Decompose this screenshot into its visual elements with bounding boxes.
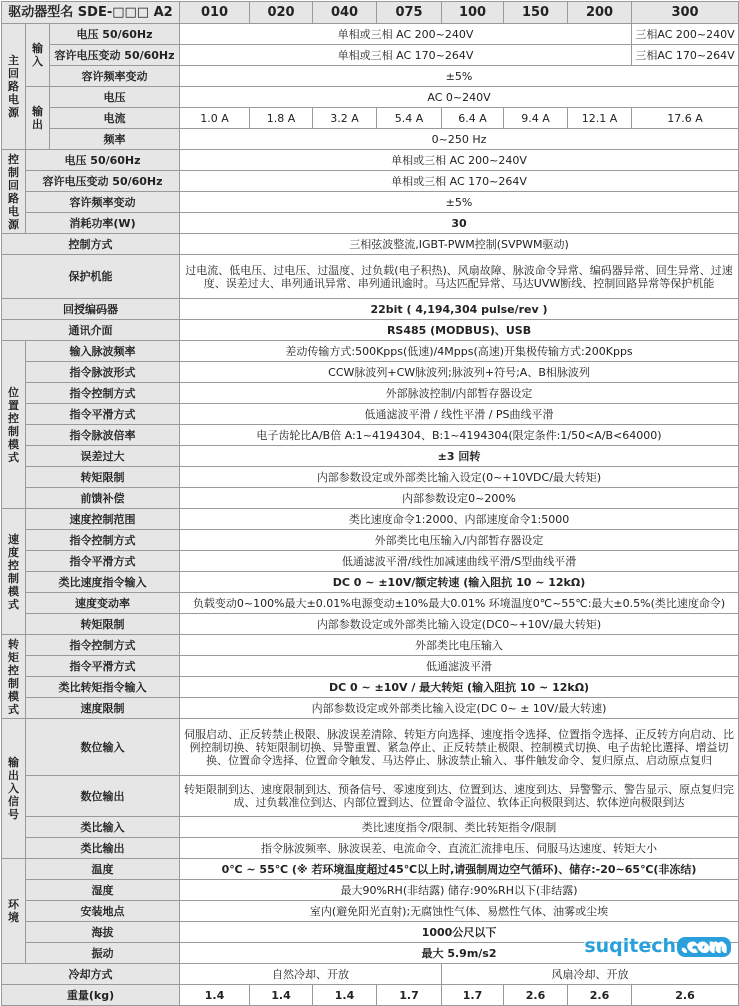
table-row [2,2,739,24]
weight-value: 1.4 [313,985,377,1006]
table-row [2,213,739,234]
current-value: 12.1 A [568,108,632,129]
row-value: 单相或三相 AC 200~240V [180,24,632,45]
row-label: 误差过大 [26,446,180,467]
table-row [2,299,739,320]
output-label [26,87,50,150]
row-label: 容许频率变动 [50,66,180,87]
row-label: 指令平滑方式 [26,551,180,572]
row-label: 速度限制 [26,698,180,719]
current-value: 9.4 A [504,108,568,129]
row-label: 湿度 [26,880,180,901]
table-row [2,383,739,404]
row-value: 30 [180,213,739,234]
row-label: 类比输出 [26,838,180,859]
table-row [2,404,739,425]
row-value: 低通滤波平滑/线性加减速曲线平滑/S型曲线平滑 [180,551,739,572]
row-label: 控制方式 [2,234,180,255]
row-value: 外部脉波控制/内部暂存器设定 [180,383,739,404]
row-label: 电压 50/60Hz [26,150,180,171]
model-header: 010 [180,2,250,24]
row-value: 外部类比电压输入/内部暂存器设定 [180,530,739,551]
weight-value: 1.7 [442,985,504,1006]
row-value: 负载变动0~100%最大±0.01%电源变动±10%最大0.01% 环境温度0℃~55℃:最大±0.5%(类比速度命令) [180,593,739,614]
row-label: 输入脉波频率 [26,341,180,362]
row-value: 外部类比电压输入 [180,635,739,656]
category-control-circuit [2,150,26,234]
table-row [2,488,739,509]
row-value: 内部参数设定或外部类比输入设定(0~+10VDC/最大转矩) [180,467,739,488]
cooling-natural: 自然冷却、开放 [180,964,442,985]
row-label: 类比速度指令输入 [26,572,180,593]
table-row [2,87,739,108]
row-value: 0~250 Hz [180,129,739,150]
row-value: 三相弦波整流,IGBT-PWM控制(SVPWM驱动) [180,234,739,255]
model-title: 驱动器型名 SDE-□□□ A2 [2,2,180,24]
weight-value: 1.4 [180,985,250,1006]
weight-value: 1.7 [377,985,442,1006]
row-label: 重量(kg) [2,985,180,1006]
row-label: 转矩限制 [26,614,180,635]
table-row [2,698,739,719]
row-label: 电压 50/60Hz [50,24,180,45]
row-value: 转矩限制到达、速度限制到达、预备信号、零速度到达、位置到达、速度到达、异警警示、警告显示、原点复归完成、过负载准位到达、内部位置到达、位置命令溢位、软体正向极限到达、软体逆向极限到达 [180,776,739,817]
row-label: 回授编码器 [2,299,180,320]
row-label: 前馈补偿 [26,488,180,509]
row-label: 冷却方式 [2,964,180,985]
row-value: 内部参数设定或外部类比输入设定(DC 0~ ± 10V/最大转速) [180,698,739,719]
category-label: 转矩控制模式 [8,637,19,716]
category-torque [2,635,26,719]
row-value: 类比速度指令/限制、类比转矩指令/限制 [180,817,739,838]
table-row [2,425,739,446]
weight-value: 1.4 [250,985,313,1006]
row-label: 指令控制方式 [26,383,180,404]
category-label: 主回路电源 [8,54,19,119]
row-value: 最大90%RH(非结露) 储存:90%RH以下(非结露) [180,880,739,901]
table-row [2,446,739,467]
category-speed [2,509,26,635]
table-row [2,572,739,593]
current-value: 17.6 A [632,108,739,129]
row-value: ±3 回转 [180,446,739,467]
current-value: 5.4 A [377,108,442,129]
table-row [2,964,739,985]
table-row [2,817,739,838]
row-value: ±5% [180,192,739,213]
table-row [2,150,739,171]
category-label: 输出入信号 [8,756,19,821]
table-row [2,234,739,255]
row-label: 指令脉波形式 [26,362,180,383]
model-header: 040 [313,2,377,24]
row-label: 指令控制方式 [26,530,180,551]
category-label: 位置控制模式 [8,385,19,464]
row-value: 室内(避免阳光直射);无腐蚀性气体、易燃性气体、油雾或尘埃 [180,901,739,922]
row-value: ±5% [180,66,739,87]
table-row [2,192,739,213]
row-value: 电子齿轮比A/B倍 A:1~4194304、B:1~4194304(限定条件:1/50<A/B<64000) [180,425,739,446]
table-row [2,776,739,817]
model-header: 100 [442,2,504,24]
category-label: 速度控制模式 [8,532,19,611]
row-value-300: 三相AC 200~240V [632,24,739,45]
table-row [2,838,739,859]
table-row [2,551,739,572]
watermark-logo: suqitech .com [584,935,731,957]
row-value: 单相或三相 AC 170~264V [180,171,739,192]
row-value: 内部参数设定或外部类比输入设定(DC0~+10V/最大转矩) [180,614,739,635]
model-header: 150 [504,2,568,24]
row-label: 数位输出 [26,776,180,817]
model-header: 300 [632,2,739,24]
row-value: 伺服启动、正反转禁止极限、脉波误差清除、转矩方向选择、速度指令选择、位置指令选择、正反转方向启动、比例控制切换、转矩限制切换、异警重置、紧急停止、正反转禁止极限、控制模式切换、电子齿轮比選择、增益切换、位置命令选择、位置命令触发、马达停止、脉波禁止输入、事件触发命令、复归原点、启动原点复归 [180,719,739,776]
table-row [2,635,739,656]
category-io [2,719,26,859]
table-row [2,901,739,922]
weight-value: 2.6 [632,985,739,1006]
table-row [2,129,739,150]
row-label: 电流 [50,108,180,129]
table-row [2,171,739,192]
row-label: 类比输入 [26,817,180,838]
row-value: RS485 (MODBUS)、USB [180,320,739,341]
table-row [2,467,739,488]
row-value: DC 0 ~ ±10V / 最大转矩 (输入阻抗 10 ~ 12kΩ) [180,677,739,698]
row-label: 保护机能 [2,255,180,299]
table-row [2,677,739,698]
row-value: 最大 5.9m/s2 [180,943,739,964]
weight-value: 2.6 [568,985,632,1006]
model-header: 200 [568,2,632,24]
category-label: 环境 [8,898,19,924]
row-value: 指令脉波频率、脉波误差、电流命令、直流汇流排电压、伺服马达速度、转矩大小 [180,838,739,859]
row-label: 频率 [50,129,180,150]
current-value: 1.8 A [250,108,313,129]
row-label: 指令控制方式 [26,635,180,656]
row-value: AC 0~240V [180,87,739,108]
row-value: 22bit ( 4,194,304 pulse/rev ) [180,299,739,320]
row-value: 1000公尺以下 [180,922,739,943]
row-label: 海拔 [26,922,180,943]
table-row [2,362,739,383]
row-label: 指令平滑方式 [26,404,180,425]
table-row [2,985,739,1006]
model-header: 020 [250,2,313,24]
current-value: 1.0 A [180,108,250,129]
row-label: 速度变动率 [26,593,180,614]
category-label: 输出 [32,105,43,131]
cooling-fan: 风扇冷却、开放 [442,964,739,985]
row-label: 消耗功率(W) [26,213,180,234]
row-label: 振动 [26,943,180,964]
row-value: DC 0 ~ ±10V/额定转速 (输入阻抗 10 ~ 12kΩ) [180,572,739,593]
row-value-300: 三相AC 170~264V [632,45,739,66]
table-row [2,255,739,299]
row-label: 转矩限制 [26,467,180,488]
row-label: 电压 [50,87,180,108]
row-value: 类比速度命令1:2000、内部速度命令1:5000 [180,509,739,530]
row-value: 单相或三相 AC 170~264V [180,45,632,66]
category-label: 输入 [32,42,43,68]
row-value: CCW脉波列+CW脉波列;脉波列+符号;A、B相脉波列 [180,362,739,383]
row-label: 速度控制范围 [26,509,180,530]
table-row [2,880,739,901]
category-env [2,859,26,964]
row-label: 指令平滑方式 [26,656,180,677]
row-label: 容许电压变动 50/60Hz [26,171,180,192]
table-row [2,593,739,614]
category-position [2,341,26,509]
row-label: 容许电压变动 50/60Hz [50,45,180,66]
row-value: 低通滤波平滑 [180,656,739,677]
row-label: 容许频率变动 [26,192,180,213]
row-label: 温度 [26,859,180,880]
model-header: 075 [377,2,442,24]
table-row [2,66,739,87]
current-value: 3.2 A [313,108,377,129]
row-label: 数位输入 [26,719,180,776]
weight-value: 2.6 [504,985,568,1006]
row-label: 类比转矩指令输入 [26,677,180,698]
table-row [2,108,739,129]
table-row [2,320,739,341]
row-value: 过电流、低电压、过电压、过温度、过负载(电子积热)、风扇故障、脉波命令异常、编码器异常、回生异常、过速度、误差过大、串列通讯异常、串列通讯逾时。马达匹配异常、马达UVW断线、控制回路异常等保护机能 [180,255,739,299]
table-row [2,614,739,635]
row-label: 安装地点 [26,901,180,922]
row-value: 内部参数设定0~200% [180,488,739,509]
table-row [2,656,739,677]
table-row [2,341,739,362]
category-main-circuit [2,24,26,150]
category-label: 控制回路电源 [8,152,19,231]
table-row [2,719,739,776]
spec-table [1,1,739,1006]
table-row [2,509,739,530]
row-label: 指令脉波倍率 [26,425,180,446]
row-label: 通讯介面 [2,320,180,341]
row-value: 0℃ ~ 55℃ (※ 若环境温度超过45℃以上时,请强制周边空气循环)、储存:-20~65℃(非冻结) [180,859,739,880]
table-row [2,45,739,66]
row-value: 差动传输方式:500Kpps(低速)/4Mpps(高速)开集极传输方式:200Kpps [180,341,739,362]
table-row [2,24,739,45]
table-row [2,530,739,551]
row-value: 低通滤波平滑 / 线性平滑 / PS曲线平滑 [180,404,739,425]
current-value: 6.4 A [442,108,504,129]
input-label [26,24,50,87]
row-value: 单相或三相 AC 200~240V [180,150,739,171]
table-row [2,859,739,880]
